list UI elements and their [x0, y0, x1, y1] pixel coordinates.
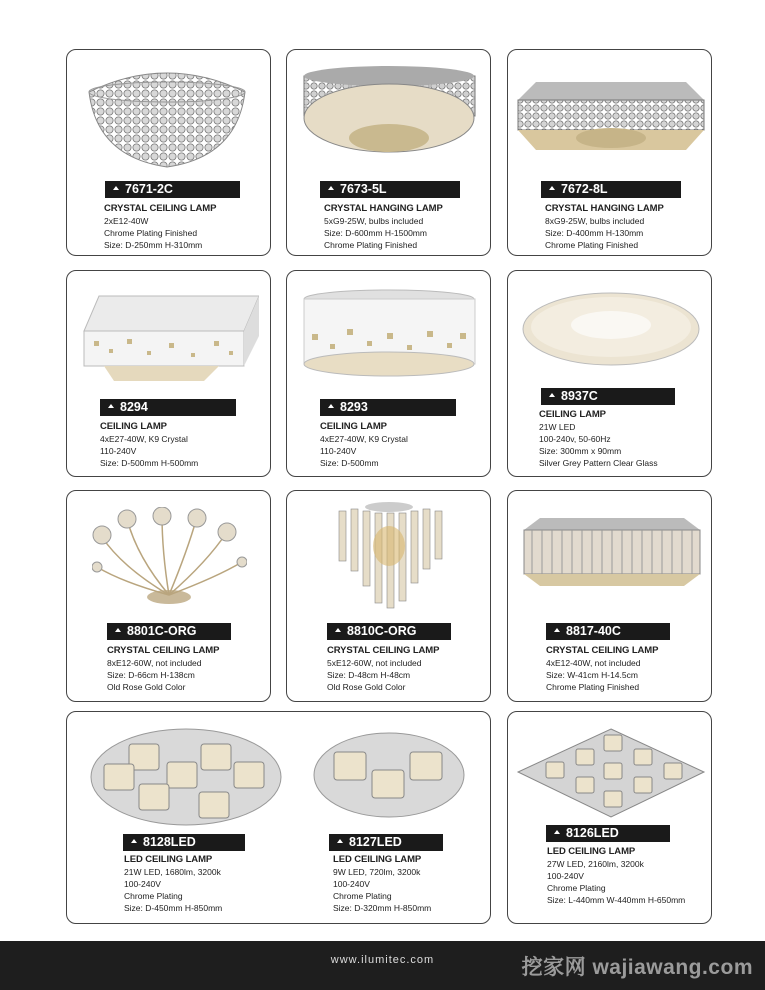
product-spec: LED CEILING LAMP 9W LED, 720lm, 3200k 100-240V Chrome Plating Size: D-320mm H-850mm	[333, 854, 432, 913]
product-photo-8937C	[516, 289, 706, 374]
triangle-icon	[108, 404, 114, 408]
product-card-8817-40C	[507, 490, 712, 702]
product-code-tag: 8801C-ORG	[107, 623, 231, 640]
product-photo-7671-2C	[87, 62, 247, 172]
product-card-7671-2C	[66, 49, 271, 256]
product-code-tag: 8126LED	[546, 825, 670, 842]
product-photo-8293	[302, 289, 477, 389]
product-card-7672-8L	[507, 49, 712, 256]
product-spec: LED CEILING LAMP 21W LED, 1680lm, 3200k 100-240V Chrome Plating Size: D-450mm H-850mm	[124, 854, 223, 913]
product-code-tag: 8293	[320, 399, 456, 416]
product-photo-7672-8L	[516, 80, 706, 180]
triangle-icon	[337, 839, 343, 843]
product-photo-8128LED	[89, 722, 284, 830]
triangle-icon	[549, 186, 555, 190]
watermark: 挖家网 wajiawang.com	[521, 956, 753, 979]
product-photo-8817-40C	[522, 516, 702, 591]
product-code-tag: 8127LED	[329, 834, 443, 851]
product-code-tag: 8294	[100, 399, 236, 416]
product-spec: CRYSTAL CEILING LAMP 8xE12-60W, not included Size: D-66cm H-138cm Old Rose Gold Color	[107, 645, 220, 692]
product-code-tag: 8817-40C	[546, 623, 670, 640]
triangle-icon	[554, 628, 560, 632]
product-card-8294	[66, 270, 271, 477]
product-code-tag: 8937C	[541, 388, 675, 405]
product-code-tag: 7672-8L	[541, 181, 681, 198]
product-card-8126LED	[507, 711, 712, 924]
triangle-icon	[131, 839, 137, 843]
triangle-icon	[549, 393, 555, 397]
triangle-icon	[115, 628, 121, 632]
product-photo-8801C-ORG	[92, 507, 247, 607]
product-spec: CEILING LAMP 4xE27-40W, K9 Crystal 110-240V Size: D-500mm	[320, 421, 408, 468]
product-code-tag: 8128LED	[123, 834, 245, 851]
triangle-icon	[328, 404, 334, 408]
triangle-icon	[554, 830, 560, 834]
product-spec: CRYSTAL CEILING LAMP 5xE12-60W, not included Size: D-48cm H-48cm Old Rose Gold Color	[327, 645, 440, 692]
product-spec: LED CEILING LAMP 27W LED, 2160lm, 3200k 100-240V Chrome Plating Size: L-440mm W-440mm H-650mm	[547, 846, 686, 905]
product-spec: CRYSTAL HANGING LAMP 8xG9-25W, bulbs included Size: D-400mm H-130mm Chrome Plating Finished	[545, 203, 664, 250]
triangle-icon	[335, 628, 341, 632]
website-url: www.ilumitec.com	[330, 954, 435, 966]
product-photo-8294	[79, 291, 259, 386]
footer-bar	[0, 941, 765, 990]
product-card-7673-5L	[286, 49, 491, 256]
product-spec: CRYSTAL CEILING LAMP 4xE12-40W, not included Size: W-41cm H-14.5cm Chrome Plating Finished	[546, 645, 659, 692]
product-card-8937C	[507, 270, 712, 477]
product-spec: CRYSTAL HANGING LAMP 5xG9-25W, bulbs included Size: D-600mm H-1500mm Chrome Plating Finished	[324, 203, 443, 250]
product-spec: CRYSTAL CEILING LAMP 2xE12-40W Chrome Plating Finished Size: D-250mm H-310mm	[104, 203, 217, 250]
product-spec: CEILING LAMP 4xE27-40W, K9 Crystal 110-240V Size: D-500mm H-500mm	[100, 421, 199, 468]
product-code-tag: 8810C-ORG	[327, 623, 451, 640]
triangle-icon	[113, 186, 119, 190]
product-code-tag: 7673-5L	[320, 181, 460, 198]
product-code-tag: 7671-2C	[105, 181, 240, 198]
product-card-8128LED-8127LED	[66, 711, 491, 924]
product-card-8810C-ORG	[286, 490, 491, 702]
product-spec: CEILING LAMP 21W LED 100-240v, 50-60Hz Size: 300mm x 90mm Silver Grey Pattern Clear Glass	[539, 409, 658, 468]
product-card-8801C-ORG	[66, 490, 271, 702]
product-card-8293	[286, 270, 491, 477]
triangle-icon	[328, 186, 334, 190]
product-photo-8126LED	[516, 727, 706, 822]
product-photo-8810C-ORG	[329, 501, 449, 609]
product-photo-8127LED	[312, 730, 467, 825]
product-photo-7673-5L	[302, 66, 477, 176]
